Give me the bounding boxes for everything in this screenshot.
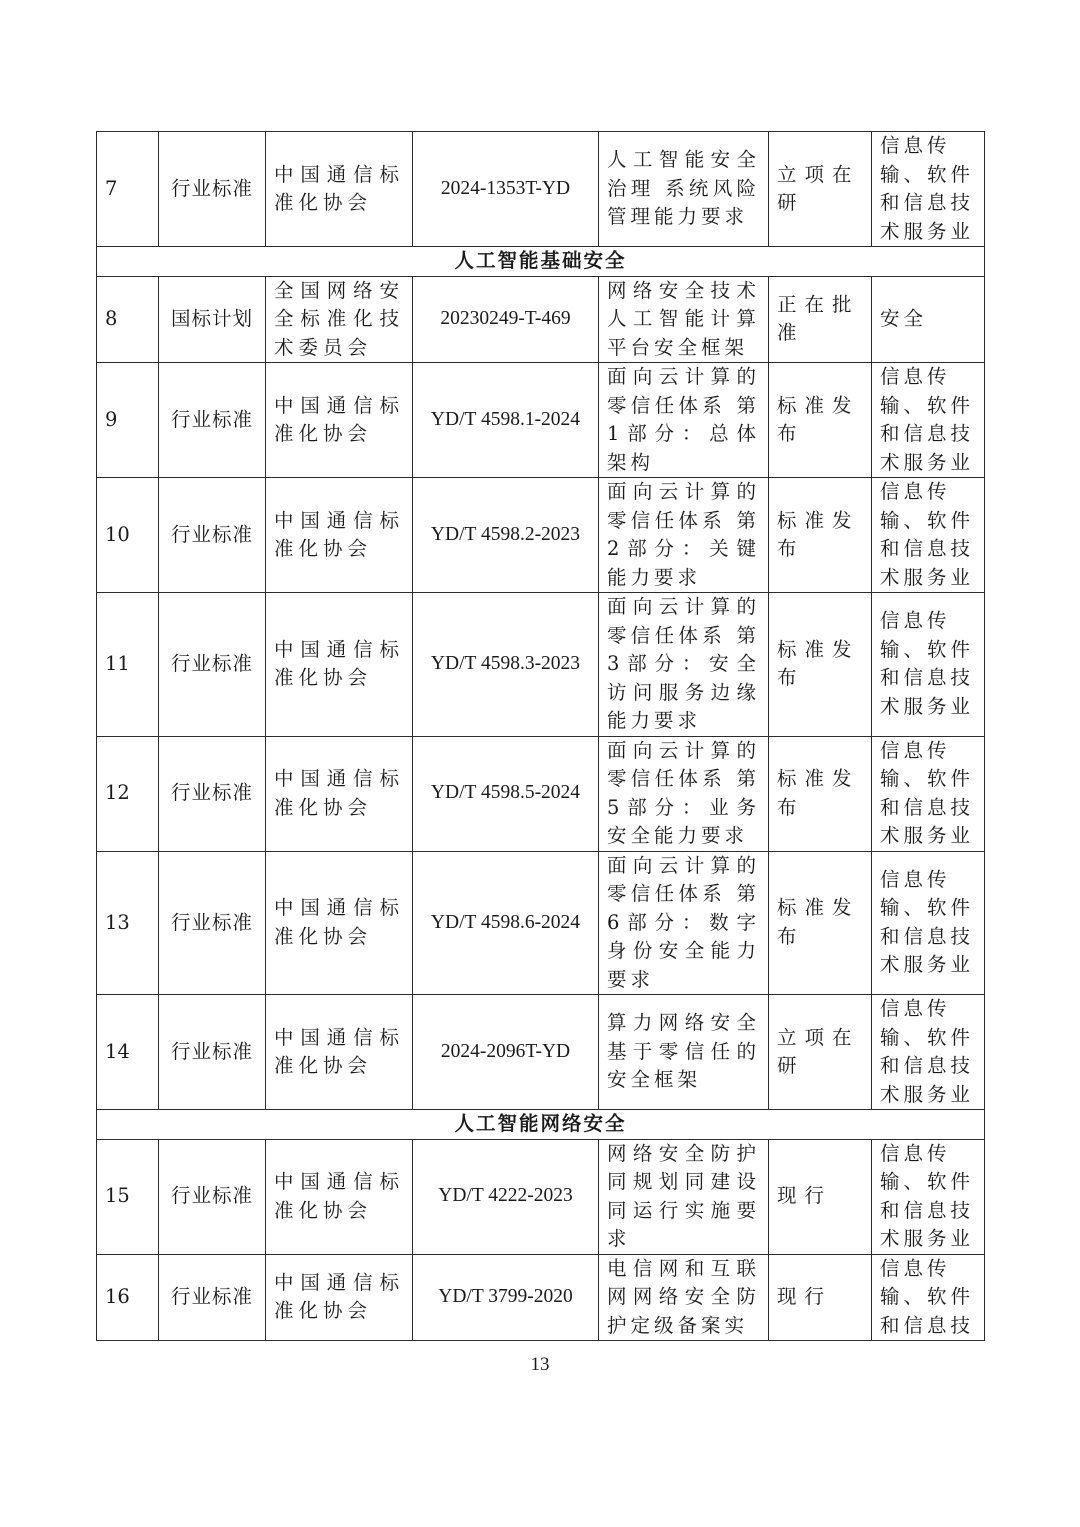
organization: 中国通信标准化协会 — [266, 1254, 413, 1341]
standard-code: 2024-1353T-YD — [413, 132, 599, 247]
standards-table — [96, 131, 985, 1341]
standard-type: 行业标准 — [159, 1139, 266, 1254]
section-header-row — [97, 1110, 985, 1140]
row-number: 15 — [97, 1139, 159, 1254]
standard-code: 2024-2096T-YD — [413, 995, 599, 1110]
status: 标准发布 — [769, 736, 872, 851]
table-row — [97, 851, 985, 995]
standard-code: YD/T 4598.3-2023 — [413, 593, 599, 737]
organization: 中国通信标准化协会 — [266, 132, 413, 247]
section-title: 人工智能基础安全 — [97, 247, 985, 277]
table-row — [97, 478, 985, 593]
organization: 中国通信标准化协会 — [266, 363, 413, 478]
standard-type: 国标计划 — [159, 276, 266, 363]
status: 现行 — [769, 1139, 872, 1254]
industry-field: 信息传输、软件和信息技术服务业 — [872, 851, 985, 995]
industry-field: 信息传输、软件和信息技术服务业 — [872, 478, 985, 593]
standard-name: 面向云计算的零信任体系 第5部分：业务安全能力要求 — [599, 736, 769, 851]
status: 标准发布 — [769, 593, 872, 737]
organization: 全国网络安全标准化技术委员会 — [266, 276, 413, 363]
row-number: 13 — [97, 851, 159, 995]
status: 现行 — [769, 1254, 872, 1341]
status: 正在批准 — [769, 276, 872, 363]
status: 标准发布 — [769, 478, 872, 593]
row-number: 10 — [97, 478, 159, 593]
standard-type: 行业标准 — [159, 363, 266, 478]
row-number: 14 — [97, 995, 159, 1110]
industry-field: 信息传输、软件和信息技术服务业 — [872, 1139, 985, 1254]
standard-name: 电信网和互联网网络安全防护定级备案实 — [599, 1254, 769, 1341]
row-number: 16 — [97, 1254, 159, 1341]
standard-name: 面向云计算的零信任体系 第1部分：总体架构 — [599, 363, 769, 478]
row-number: 9 — [97, 363, 159, 478]
table-row — [97, 593, 985, 737]
industry-field: 安全 — [872, 276, 985, 363]
industry-field: 信息传输、软件和信息技术服务业 — [872, 363, 985, 478]
table-row — [97, 736, 985, 851]
standard-name: 网络安全技术 人工智能计算平台安全框架 — [599, 276, 769, 363]
table-row — [97, 363, 985, 478]
standard-code: 20230249-T-469 — [413, 276, 599, 363]
standard-type: 行业标准 — [159, 851, 266, 995]
standard-name: 面向云计算的零信任体系 第6部分：数字身份安全能力要求 — [599, 851, 769, 995]
standard-name: 网络安全防护同规划同建设同运行实施要求 — [599, 1139, 769, 1254]
row-number: 11 — [97, 593, 159, 737]
organization: 中国通信标准化协会 — [266, 995, 413, 1110]
standard-name: 算力网络安全基于零信任的安全框架 — [599, 995, 769, 1110]
status: 立项在研 — [769, 132, 872, 247]
standard-type: 行业标准 — [159, 1254, 266, 1341]
organization: 中国通信标准化协会 — [266, 1139, 413, 1254]
table-row — [97, 1254, 985, 1341]
section-title: 人工智能网络安全 — [97, 1110, 985, 1140]
organization: 中国通信标准化协会 — [266, 478, 413, 593]
industry-field: 信息传输、软件和信息技 — [872, 1254, 985, 1341]
status: 标准发布 — [769, 851, 872, 995]
page-number: 13 — [530, 1354, 550, 1375]
status: 立项在研 — [769, 995, 872, 1110]
row-number: 12 — [97, 736, 159, 851]
standard-code: YD/T 4598.5-2024 — [413, 736, 599, 851]
table-row — [97, 276, 985, 363]
standard-name: 人工智能安全治理 系统风险管理能力要求 — [599, 132, 769, 247]
table-row — [97, 1139, 985, 1254]
industry-field: 信息传输、软件和信息技术服务业 — [872, 593, 985, 737]
standard-code: YD/T 4598.6-2024 — [413, 851, 599, 995]
standard-type: 行业标准 — [159, 995, 266, 1110]
table-row — [97, 995, 985, 1110]
standard-type: 行业标准 — [159, 736, 266, 851]
industry-field: 信息传输、软件和信息技术服务业 — [872, 736, 985, 851]
organization: 中国通信标准化协会 — [266, 736, 413, 851]
standard-code: YD/T 4222-2023 — [413, 1139, 599, 1254]
standard-name: 面向云计算的零信任体系 第2部分：关键能力要求 — [599, 478, 769, 593]
standard-code: YD/T 3799-2020 — [413, 1254, 599, 1341]
standard-type: 行业标准 — [159, 132, 266, 247]
row-number: 7 — [97, 132, 159, 247]
standard-name: 面向云计算的零信任体系 第3部分：安全访问服务边缘能力要求 — [599, 593, 769, 737]
organization: 中国通信标准化协会 — [266, 851, 413, 995]
industry-field: 信息传输、软件和信息技术服务业 — [872, 995, 985, 1110]
industry-field: 信息传输、软件和信息技术服务业 — [872, 132, 985, 247]
standard-code: YD/T 4598.2-2023 — [413, 478, 599, 593]
row-number: 8 — [97, 276, 159, 363]
standard-type: 行业标准 — [159, 478, 266, 593]
section-header-row — [97, 247, 985, 277]
standard-code: YD/T 4598.1-2024 — [413, 363, 599, 478]
organization: 中国通信标准化协会 — [266, 593, 413, 737]
standard-type: 行业标准 — [159, 593, 266, 737]
status: 标准发布 — [769, 363, 872, 478]
table-row — [97, 132, 985, 247]
